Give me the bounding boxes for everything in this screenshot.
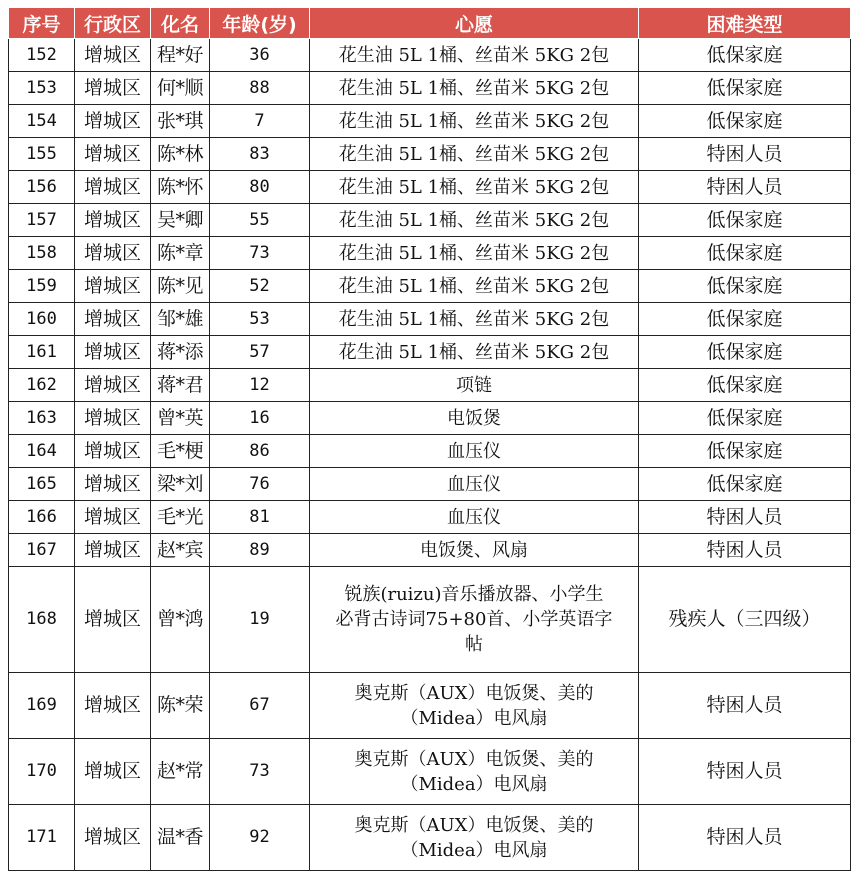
cell-age: 19 [210,567,310,673]
cell-name: 张*琪 [151,105,210,138]
cell-wish: 项链 [310,369,639,402]
cell-district: 增城区 [75,303,151,336]
cell-district: 增城区 [75,72,151,105]
cell-age: 52 [210,270,310,303]
cell-no: 162 [9,369,75,402]
cell-district: 增城区 [75,270,151,303]
cell-name: 陈*荣 [151,673,210,739]
cell-name: 邹*雄 [151,303,210,336]
cell-district: 增城区 [75,501,151,534]
cell-name: 毛*光 [151,501,210,534]
cell-type: 低保家庭 [639,369,851,402]
cell-type: 低保家庭 [639,39,851,72]
table-row [9,673,851,739]
table-row [9,303,851,336]
cell-name: 毛*梗 [151,435,210,468]
table-row [9,468,851,501]
cell-wish: 花生油 5L 1桶、丝苗米 5KG 2包 [310,171,639,204]
cell-no: 160 [9,303,75,336]
table-row [9,739,851,805]
cell-age: 92 [210,805,310,871]
cell-age: 67 [210,673,310,739]
table-row [9,39,851,72]
cell-no: 156 [9,171,75,204]
cell-type: 特困人员 [639,138,851,171]
cell-no: 165 [9,468,75,501]
cell-no: 169 [9,673,75,739]
cell-type: 低保家庭 [639,303,851,336]
cell-district: 增城区 [75,171,151,204]
cell-wish: 锐族(ruizu)音乐播放器、小学生 必背古诗词75+80首、小学英语字 帖 [310,567,639,673]
cell-type: 低保家庭 [639,204,851,237]
cell-district: 增城区 [75,336,151,369]
cell-type: 低保家庭 [639,336,851,369]
cell-wish: 花生油 5L 1桶、丝苗米 5KG 2包 [310,39,639,72]
cell-age: 76 [210,468,310,501]
cell-age: 80 [210,171,310,204]
cell-age: 57 [210,336,310,369]
table-row [9,138,851,171]
table-row [9,369,851,402]
cell-wish: 电饭煲、风扇 [310,534,639,567]
cell-district: 增城区 [75,204,151,237]
cell-name: 陈*章 [151,237,210,270]
header-type: 困难类型 [639,8,851,39]
cell-type: 低保家庭 [639,72,851,105]
cell-no: 152 [9,39,75,72]
table-row [9,270,851,303]
cell-no: 161 [9,336,75,369]
cell-type: 特困人员 [639,739,851,805]
header-wish: 心愿 [310,8,639,39]
cell-district: 增城区 [75,402,151,435]
cell-district: 增城区 [75,673,151,739]
cell-wish: 电饭煲 [310,402,639,435]
table-row [9,105,851,138]
table-body [9,39,851,871]
cell-type: 特困人员 [639,673,851,739]
table-row [9,336,851,369]
cell-age: 55 [210,204,310,237]
cell-name: 梁*刘 [151,468,210,501]
table-row [9,501,851,534]
header-no: 序号 [9,8,75,39]
cell-age: 83 [210,138,310,171]
cell-district: 增城区 [75,435,151,468]
cell-no: 153 [9,72,75,105]
cell-wish: 血压仪 [310,501,639,534]
cell-name: 蒋*君 [151,369,210,402]
cell-district: 增城区 [75,237,151,270]
cell-age: 73 [210,237,310,270]
table-row [9,534,851,567]
cell-name: 吴*卿 [151,204,210,237]
cell-no: 154 [9,105,75,138]
cell-name: 何*顺 [151,72,210,105]
cell-age: 12 [210,369,310,402]
cell-type: 低保家庭 [639,435,851,468]
cell-wish: 花生油 5L 1桶、丝苗米 5KG 2包 [310,303,639,336]
cell-type: 低保家庭 [639,402,851,435]
cell-wish: 花生油 5L 1桶、丝苗米 5KG 2包 [310,270,639,303]
cell-no: 159 [9,270,75,303]
wish-table [8,7,851,871]
cell-wish: 花生油 5L 1桶、丝苗米 5KG 2包 [310,105,639,138]
header-district: 行政区 [75,8,151,39]
cell-no: 164 [9,435,75,468]
cell-type: 特困人员 [639,805,851,871]
cell-type: 特困人员 [639,501,851,534]
cell-age: 81 [210,501,310,534]
cell-type: 低保家庭 [639,105,851,138]
cell-age: 86 [210,435,310,468]
cell-no: 170 [9,739,75,805]
cell-type: 特困人员 [639,534,851,567]
cell-district: 增城区 [75,534,151,567]
cell-name: 程*好 [151,39,210,72]
cell-no: 157 [9,204,75,237]
cell-age: 73 [210,739,310,805]
table-row [9,567,851,673]
cell-wish: 血压仪 [310,468,639,501]
cell-name: 曾*鸿 [151,567,210,673]
cell-name: 陈*林 [151,138,210,171]
table-row [9,805,851,871]
cell-no: 163 [9,402,75,435]
table-row [9,435,851,468]
cell-district: 增城区 [75,468,151,501]
cell-no: 171 [9,805,75,871]
cell-district: 增城区 [75,805,151,871]
cell-name: 曾*英 [151,402,210,435]
cell-name: 蒋*添 [151,336,210,369]
cell-age: 36 [210,39,310,72]
cell-no: 166 [9,501,75,534]
cell-district: 增城区 [75,369,151,402]
cell-type: 低保家庭 [639,270,851,303]
cell-no: 168 [9,567,75,673]
cell-age: 53 [210,303,310,336]
cell-name: 赵*宾 [151,534,210,567]
cell-no: 155 [9,138,75,171]
cell-district: 增城区 [75,739,151,805]
header-row [9,8,851,39]
cell-name: 陈*见 [151,270,210,303]
cell-age: 16 [210,402,310,435]
cell-district: 增城区 [75,138,151,171]
cell-age: 7 [210,105,310,138]
cell-type: 低保家庭 [639,468,851,501]
cell-type: 低保家庭 [639,237,851,270]
table-row [9,204,851,237]
cell-name: 赵*常 [151,739,210,805]
cell-type: 残疾人（三四级） [639,567,851,673]
cell-wish: 奥克斯（AUX）电饭煲、美的 （Midea）电风扇 [310,739,639,805]
table-row [9,237,851,270]
cell-age: 88 [210,72,310,105]
cell-wish: 花生油 5L 1桶、丝苗米 5KG 2包 [310,138,639,171]
cell-no: 158 [9,237,75,270]
cell-no: 167 [9,534,75,567]
cell-wish: 奥克斯（AUX）电饭煲、美的 （Midea）电风扇 [310,805,639,871]
cell-wish: 花生油 5L 1桶、丝苗米 5KG 2包 [310,237,639,270]
cell-wish: 花生油 5L 1桶、丝苗米 5KG 2包 [310,204,639,237]
cell-wish: 血压仪 [310,435,639,468]
cell-district: 增城区 [75,567,151,673]
cell-district: 增城区 [75,39,151,72]
table-row [9,402,851,435]
cell-wish: 花生油 5L 1桶、丝苗米 5KG 2包 [310,336,639,369]
cell-name: 陈*怀 [151,171,210,204]
cell-wish: 花生油 5L 1桶、丝苗米 5KG 2包 [310,72,639,105]
header-age: 年龄(岁) [210,8,310,39]
header-name: 化名 [151,8,210,39]
cell-type: 特困人员 [639,171,851,204]
cell-district: 增城区 [75,105,151,138]
table-row [9,72,851,105]
cell-name: 温*香 [151,805,210,871]
table-row [9,171,851,204]
cell-wish: 奥克斯（AUX）电饭煲、美的 （Midea）电风扇 [310,673,639,739]
cell-age: 89 [210,534,310,567]
